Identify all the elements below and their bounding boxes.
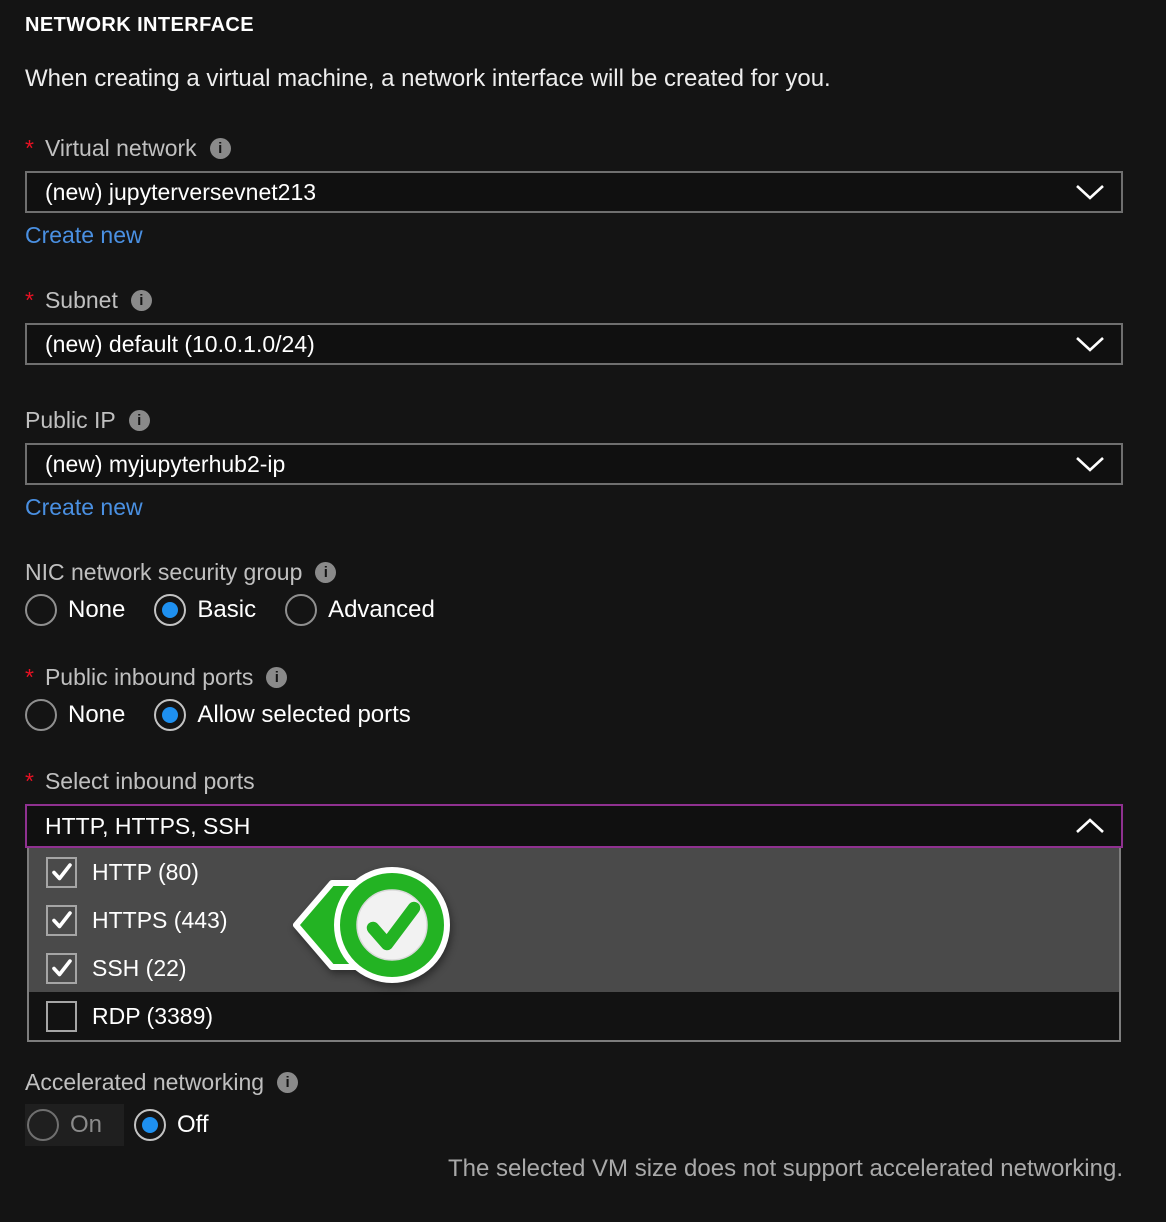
section-title: NETWORK INTERFACE bbox=[25, 14, 255, 36]
accelerated-networking-radio-group bbox=[25, 1104, 1123, 1146]
public-ip-value: (new) myjupyterhub2-ip bbox=[45, 450, 286, 477]
nic-nsg-label bbox=[25, 559, 1123, 586]
field-label: Public IP bbox=[25, 407, 116, 433]
chevron-down-icon bbox=[1075, 183, 1105, 201]
virtual-network-label bbox=[25, 135, 1123, 162]
info-icon[interactable]: i bbox=[129, 410, 150, 431]
radio-selected-icon bbox=[134, 1109, 166, 1141]
virtual-network-value: (new) jupyterversevnet213 bbox=[45, 178, 317, 205]
inbound-ports-option-none[interactable]: None bbox=[25, 699, 125, 731]
select-inbound-ports-value: HTTP, HTTPS, SSH bbox=[45, 812, 251, 839]
required-asterisk: * bbox=[25, 664, 34, 690]
section-description: When creating a virtual machine, a network interface will be created for you. bbox=[25, 65, 831, 92]
nic-nsg-radio-group bbox=[25, 594, 1123, 626]
checkbox-checked-icon bbox=[46, 857, 77, 888]
port-option-label: SSH (22) bbox=[92, 954, 187, 981]
select-inbound-ports-label bbox=[25, 768, 1123, 795]
radio-unselected-icon bbox=[25, 699, 57, 731]
nic-nsg-option-advanced[interactable]: Advanced bbox=[285, 594, 435, 626]
required-asterisk: * bbox=[25, 287, 34, 313]
accelerated-networking-option-on: On bbox=[25, 1104, 124, 1146]
field-label: Subnet bbox=[44, 287, 118, 313]
chevron-down-icon bbox=[1075, 335, 1105, 353]
create-new-public-ip-link[interactable]: Create new bbox=[25, 494, 143, 520]
info-icon[interactable]: i bbox=[210, 138, 231, 159]
create-new-virtual-network-link[interactable]: Create new bbox=[25, 222, 143, 248]
subnet-label bbox=[25, 287, 1123, 314]
checkbox-checked-icon bbox=[46, 953, 77, 984]
subnet-value: (new) default (10.0.1.0/24) bbox=[45, 330, 315, 357]
field-label: Virtual network bbox=[44, 135, 197, 161]
select-inbound-ports-dropdown[interactable] bbox=[25, 804, 1123, 848]
info-icon[interactable]: i bbox=[315, 562, 336, 583]
subnet-dropdown[interactable] bbox=[25, 323, 1123, 365]
checkbox-unchecked-icon bbox=[46, 1001, 77, 1032]
field-label: Public inbound ports bbox=[44, 664, 254, 690]
inbound-ports-option-allow-selected[interactable]: Allow selected ports bbox=[154, 699, 410, 731]
field-label: Select inbound ports bbox=[44, 768, 255, 794]
port-option-ssh[interactable] bbox=[29, 944, 1119, 992]
field-label: NIC network security group bbox=[25, 559, 303, 585]
accelerated-networking-option-off[interactable]: Off bbox=[134, 1109, 209, 1141]
virtual-network-dropdown[interactable] bbox=[25, 171, 1123, 213]
public-inbound-ports-label bbox=[25, 664, 1123, 691]
field-label: Accelerated networking bbox=[25, 1069, 265, 1095]
info-icon[interactable]: i bbox=[266, 667, 287, 688]
port-option-rdp[interactable] bbox=[29, 992, 1119, 1040]
required-asterisk: * bbox=[25, 768, 34, 794]
public-ip-label bbox=[25, 407, 1123, 434]
required-asterisk: * bbox=[25, 135, 34, 161]
public-inbound-ports-radio-group bbox=[25, 699, 1123, 731]
radio-unselected-icon bbox=[285, 594, 317, 626]
radio-selected-icon bbox=[154, 699, 186, 731]
public-ip-dropdown[interactable] bbox=[25, 443, 1123, 485]
port-option-label: HTTPS (443) bbox=[92, 906, 228, 933]
radio-disabled-icon bbox=[27, 1109, 59, 1141]
checkbox-checked-icon bbox=[46, 905, 77, 936]
port-option-https[interactable] bbox=[29, 896, 1119, 944]
port-option-http[interactable] bbox=[29, 848, 1119, 896]
radio-selected-icon bbox=[154, 594, 186, 626]
nic-nsg-option-none[interactable]: None bbox=[25, 594, 125, 626]
nic-nsg-option-basic[interactable]: Basic bbox=[154, 594, 256, 626]
accelerated-networking-note: The selected VM size does not support accelerated networking. bbox=[447, 1155, 1123, 1182]
inbound-ports-dropdown-list bbox=[27, 848, 1121, 1042]
chevron-down-icon bbox=[1075, 455, 1105, 473]
accelerated-networking-label bbox=[25, 1069, 1123, 1096]
port-option-label: HTTP (80) bbox=[92, 858, 199, 885]
chevron-up-icon bbox=[1075, 817, 1105, 835]
info-icon[interactable]: i bbox=[277, 1072, 298, 1093]
port-option-label: RDP (3389) bbox=[92, 1002, 214, 1029]
radio-unselected-icon bbox=[25, 594, 57, 626]
info-icon[interactable]: i bbox=[131, 290, 152, 311]
